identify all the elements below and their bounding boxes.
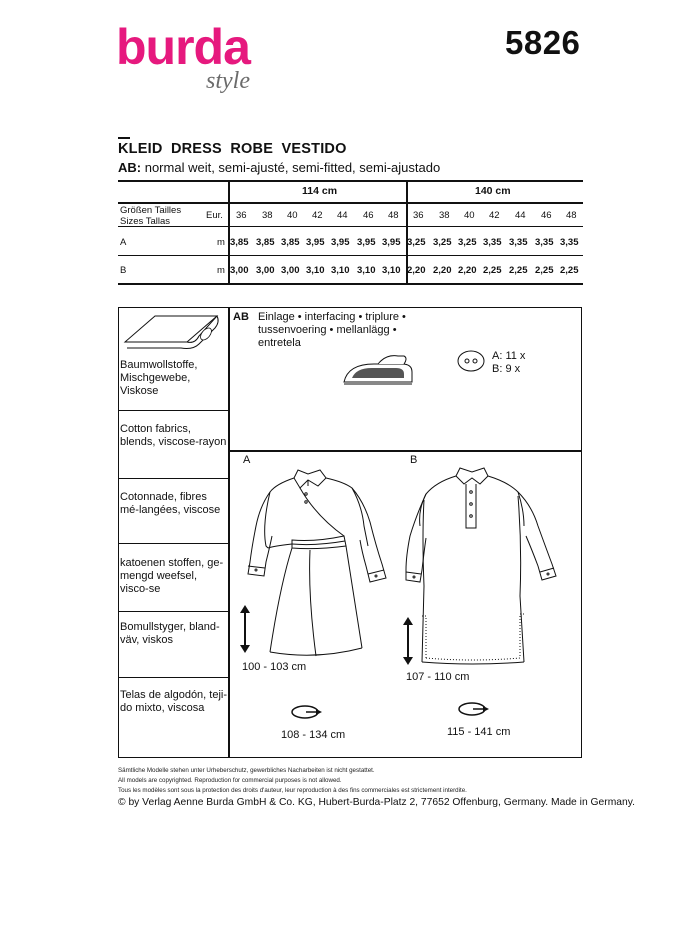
fabric-es: Telas de algodón, teji-do mixto, viscosa <box>120 689 228 714</box>
size-header-cell: 46 <box>363 210 374 221</box>
yardage-cell: 3,35 <box>483 237 502 248</box>
interfacing-line-2: tussenvoering • mellanlägg • <box>258 324 397 336</box>
pattern-number: 5826 <box>505 24 581 61</box>
yardage-cell: 3,85 <box>256 237 275 248</box>
fabric-bolt-icon <box>121 310 226 352</box>
row-label-a: A <box>120 237 127 248</box>
yardage-cell: 3,10 <box>382 265 401 276</box>
fabric-de: Baumwollstoffe, Mischgewebe, Viskose <box>120 359 198 397</box>
row-label-b: B <box>120 265 127 276</box>
yardage-cell: 2,25 <box>509 265 528 276</box>
yardage-cell: 3,10 <box>331 265 350 276</box>
size-header-cell: 44 <box>337 210 348 221</box>
size-header-cell: 44 <box>515 210 526 221</box>
width-114-header: 114 cm <box>302 185 338 197</box>
yardage-cell: 3,25 <box>458 237 477 248</box>
size-header-cell: 42 <box>312 210 323 221</box>
yardage-cell: 3,35 <box>509 237 528 248</box>
size-header-cell: 46 <box>541 210 552 221</box>
size-header-cell: 36 <box>413 210 424 221</box>
yardage-cell: 3,00 <box>230 265 249 276</box>
fabric-sv: Bomullstyger, bland-väv, viskos <box>120 621 220 646</box>
size-label-de-fr: Größen Tailles <box>120 205 182 216</box>
buttons-a-count: A: 11 x <box>492 350 526 362</box>
size-header-cell: 36 <box>236 210 247 221</box>
yardage-cell: 3,95 <box>306 237 325 248</box>
row-unit-a: m <box>217 237 225 248</box>
view-a-label: A <box>243 454 251 466</box>
width-140-header: 140 cm <box>475 185 511 197</box>
size-label-en-es: Sizes Tallas <box>120 216 170 227</box>
size-header-cell: 38 <box>439 210 450 221</box>
fabric-divider <box>118 677 228 678</box>
view-b-width: 115 - 141 cm <box>447 726 511 738</box>
yardage-cell: 2,25 <box>535 265 554 276</box>
fabric-divider <box>118 611 228 612</box>
length-arrow-icon <box>401 617 415 665</box>
view-a-width: 108 - 134 cm <box>281 729 346 741</box>
dress-a-illustration <box>236 466 394 662</box>
yardage-cell: 3,25 <box>407 237 426 248</box>
yardage-cell: 3,35 <box>535 237 554 248</box>
view-b-label: B <box>410 454 418 466</box>
copyright-line: © by Verlag Aenne Burda GmbH & Co. KG, Hubert-Burda-Platz 2, 77652 Offenburg, Germany. Made in Germany. <box>118 797 635 808</box>
yardage-cell: 3,95 <box>357 237 376 248</box>
eur-label: Eur. <box>206 210 223 221</box>
legal-de: Sämtliche Modelle stehen unter Urheberschutz, gewerbliches Nacharbeiten ist nicht gestattet. <box>118 767 375 774</box>
fabric-fr: Cotonnade, fibres mé-langées, viscose <box>120 491 221 516</box>
svg-text:burda: burda <box>116 22 250 75</box>
yardage-cell: 3,10 <box>357 265 376 276</box>
tape-measure-icon <box>288 703 324 721</box>
size-chart <box>118 180 583 284</box>
fit-text: normal weit, semi-ajusté, semi-fitted, semi-ajustado <box>141 160 441 175</box>
size-header-cell: 40 <box>287 210 298 221</box>
interfacing-code: AB <box>233 311 249 323</box>
panel-divider-horizontal <box>228 450 582 452</box>
tape-measure-icon <box>455 700 491 718</box>
yardage-cell: 3,85 <box>230 237 249 248</box>
size-header-cell: 40 <box>464 210 475 221</box>
fit-description <box>118 160 440 175</box>
iron-icon <box>338 352 418 392</box>
buttons-b-count: B: 9 x <box>492 363 521 375</box>
size-header-cell: 48 <box>566 210 577 221</box>
size-header-cell: 42 <box>489 210 500 221</box>
fit-code: AB: <box>118 160 142 175</box>
fabric-nl: katoenen stoffen, ge-mengd weefsel, visco-se <box>120 557 224 595</box>
fabric-divider <box>118 478 228 479</box>
yardage-cell: 3,00 <box>256 265 275 276</box>
row-unit-b: m <box>217 265 225 276</box>
yardage-cell: 3,00 <box>281 265 300 276</box>
view-b-length: 107 - 110 cm <box>406 671 470 683</box>
fabric-en: Cotton fabrics, blends, viscose-rayon <box>120 423 227 448</box>
button-icon <box>456 349 486 373</box>
yardage-cell: 2,20 <box>407 265 426 276</box>
yardage-cell: 2,20 <box>458 265 477 276</box>
length-arrow-icon <box>238 605 252 653</box>
yardage-cell: 3,95 <box>331 237 350 248</box>
yardage-cell: 3,35 <box>560 237 579 248</box>
legal-en: All models are copyrighted. Reproduction for commercial purposes is not allowed. <box>118 777 342 784</box>
legal-fr: Tous les modèles sont sous la protection des droits d'auteur, leur reproduction à des fins commerciales est strictement interdite. <box>118 787 467 794</box>
yardage-cell: 2,25 <box>560 265 579 276</box>
yardage-cell: 2,25 <box>483 265 502 276</box>
panel-divider-vertical <box>228 307 230 758</box>
yardage-cell: 3,85 <box>281 237 300 248</box>
svg-text:style: style <box>206 68 250 94</box>
view-a-length: 100 - 103 cm <box>242 661 307 673</box>
title-rule <box>118 137 130 139</box>
burda-style-logo <box>116 22 276 94</box>
interfacing-line-3: entretela <box>258 337 301 349</box>
yardage-cell: 2,20 <box>433 265 452 276</box>
yardage-cell: 3,25 <box>433 237 452 248</box>
yardage-cell: 3,10 <box>306 265 325 276</box>
size-header-cell: 38 <box>262 210 273 221</box>
interfacing-line-1: Einlage • interfacing • triplure • <box>258 311 406 323</box>
size-header-cell: 48 <box>388 210 399 221</box>
fabric-divider <box>118 543 228 544</box>
fabric-divider <box>118 410 228 411</box>
dress-b-illustration <box>396 466 574 666</box>
garment-title: KLEID DRESS ROBE VESTIDO <box>118 141 347 157</box>
yardage-cell: 3,95 <box>382 237 401 248</box>
